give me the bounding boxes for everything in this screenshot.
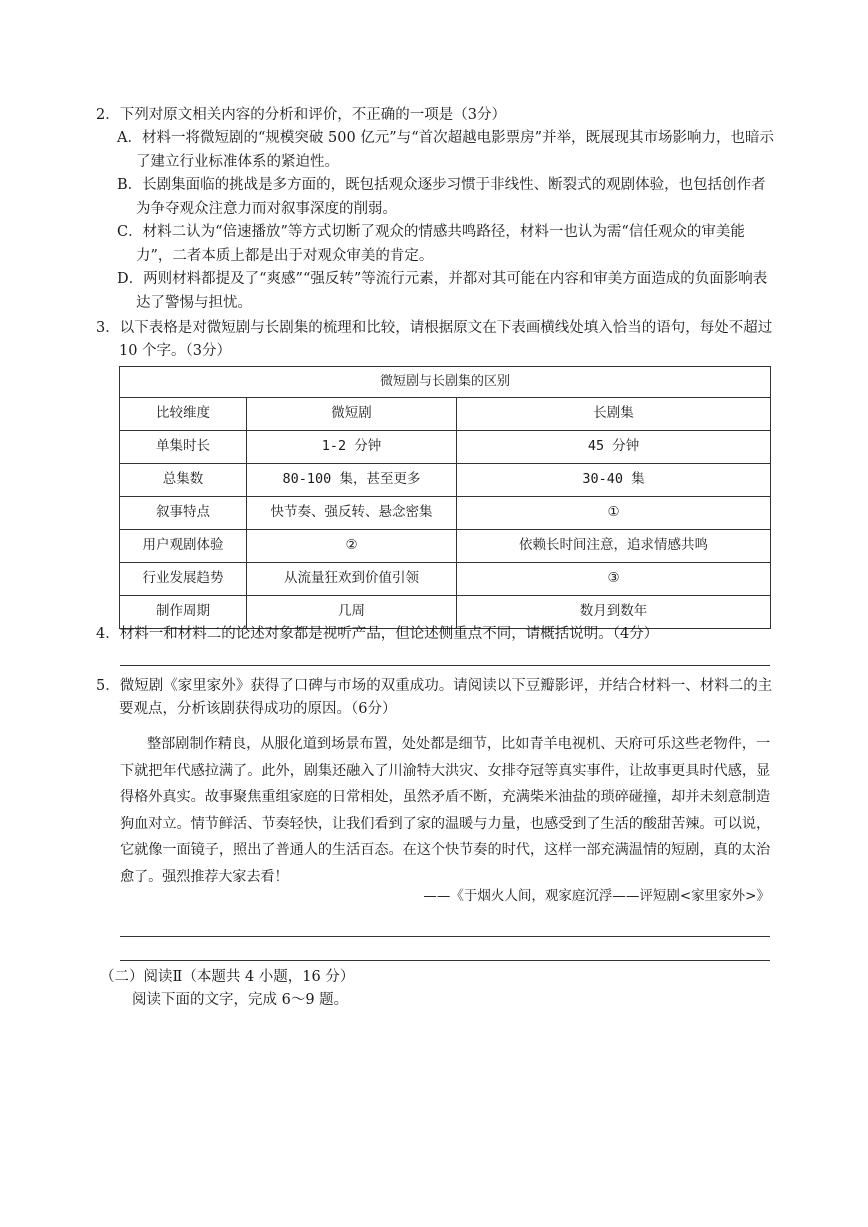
section-2-heading: （二）阅读Ⅱ（本题共 4 小题，16 分） [100,969,355,985]
table-header-row [120,398,771,431]
table-cell: 行业发展趋势 [120,563,247,596]
table-cell: 80-100 集，甚至更多 [247,464,457,497]
question-4 [96,623,776,646]
table-header-cell: 微短剧 [247,398,457,431]
question-2 [96,104,776,315]
table-cell: 总集数 [120,464,247,497]
table-row [120,431,771,464]
table-cell: 1-2 分钟 [247,431,457,464]
table-cell: 快节奏、强反转、悬念密集 [247,497,457,530]
question-5-stem: 5．微短剧《家里家外》获得了口碑与市场的双重成功。请阅读以下豆瓣影评，并结合材料一、材料二的主要观点，分析该剧获得成功的原因。（6分） [96,678,773,718]
table-header-cell: 长剧集 [457,398,771,431]
table-cell: 几周 [247,596,457,629]
table-cell: 数月到数年 [457,596,771,629]
question-2-option-b: B．长剧集面临的挑战是多方面的，既包括观众逐步习惯于非线性、断裂式的观剧体验，也包括创作者为争夺观众注意力而对叙事深度的削弱。 [117,177,766,217]
table-cell: 依赖长时间注意，追求情感共鸣 [457,530,771,563]
answer-line-q5-2[interactable] [120,960,770,961]
comparison-table [119,366,771,629]
table-cell: 用户观剧体验 [120,530,247,563]
question-2-stem: 2．下列对原文相关内容的分析和评价，不正确的一项是（3分） [96,107,506,123]
table-cell: 45 分钟 [457,431,771,464]
answer-line-q5-1[interactable] [120,936,770,937]
section-2-instruction: 阅读下面的文字，完成 6～9 题。 [132,992,349,1008]
question-2-option-d: D．两则材料都提及了“爽感”“强反转”等流行元素，并都对其可能在内容和审美方面造成的负面影响表达了警惕与担忧。 [117,271,768,311]
table-row [120,497,771,530]
table-row [120,464,771,497]
answer-line-q4[interactable] [120,665,770,666]
table-cell: 单集时长 [120,431,247,464]
table-row [120,563,771,596]
table-cell: 制作周期 [120,596,247,629]
douban-review-text: 整部剧制作精良，从服化道到场景布置，处处都是细节，比如青羊电视机、天府可乐这些老物件，一下就把年代感拉满了。此外，剧集还融入了川渝特大洪灾、女排夺冠等真实事件，让故事更具时代感，显得格外真实。故事聚焦重组家庭的日常相处，虽然矛盾不断，充满柴米油盐的琐碎碰撞，却并未刻意制造狗血对立。情节鲜活、节奏轻快，让我们看到了家的温暖与力量，也感受到了生活的酸甜苦辣。可以说，它就像一面镜子，照出了普通人的生活百态。在这个快节奏的时代，这样一部充满温情的短剧，真的太治愈了。强烈推荐大家去看！ [120,736,770,885]
table-cell: 叙事特点 [120,497,247,530]
review-source: ——《于烟火人间，观家庭沉浮——评短剧<家里家外>》 [423,888,770,904]
question-2-option-a: A．材料一将微短剧的“规模突破 500 亿元”与“首次超越电影票房”并举，既展现其市场影响力，也暗示了建立行业标准体系的紧迫性。 [117,130,775,170]
table-row [120,530,771,563]
blank-cell-1[interactable]: ① [457,497,771,530]
question-2-option-c: C．材料二认为“倍速播放”等方式切断了观众的情感共鸣路径，材料一也认为需“信任观众的审美能力”，二者本质上都是出于对观众审美的肯定。 [117,224,745,264]
table-cell: 30-40 集 [457,464,771,497]
question-3-stem: 3．以下表格是对微短剧与长剧集的梳理和比较，请根据原文在下表画横线处填入恰当的语句，每处不超过 10 个字。（3分） [96,320,773,360]
table-cell: 从流量狂欢到价值引领 [247,563,457,596]
blank-cell-3[interactable]: ③ [457,563,771,596]
table-header-cell: 比较维度 [120,398,247,431]
blank-cell-2[interactable]: ② [247,530,457,563]
question-3 [96,317,776,364]
table-caption: 微短剧与长剧集的区别 [120,367,771,398]
question-5 [96,675,776,722]
question-4-stem: 4．材料一和材料二的论述对象都是视听产品，但论述侧重点不同，请概括说明。（4分） [96,626,659,642]
table-caption-row [120,367,771,398]
